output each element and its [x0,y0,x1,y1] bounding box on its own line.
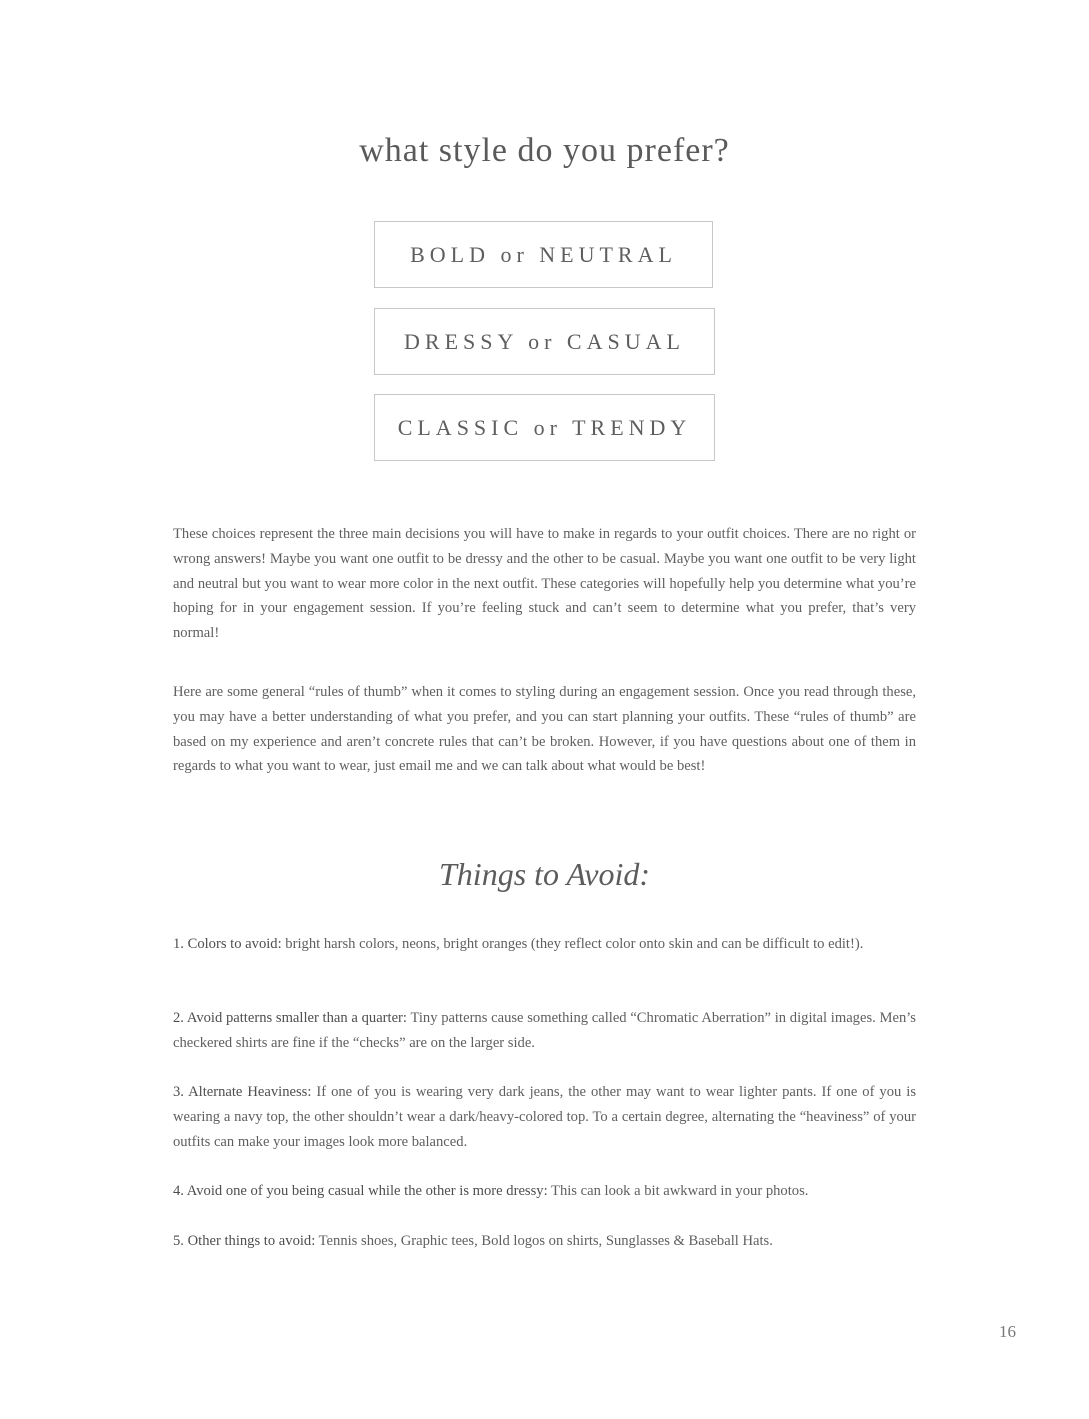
avoid-item-lead: 5. Other things to avoid: [173,1233,316,1249]
rules-of-thumb-paragraph: Here are some general “rules of thumb” when it comes to styling during an engagement session. Once you read through these, you may have a better understanding of what you prefer, and you can start planning your outfits. These “rules of thumb” are based on my experience and aren’t concrete rules that can’t be broken. However, if you have questions about one of them in regards to what you want to wear, just email me and we can talk about what would be best! [173,684,916,775]
avoid-item-lead: 1. Colors to avoid: [173,936,282,952]
avoid-item-other [173,1229,916,1254]
avoid-item-lead: 2. Avoid patterns smaller than a quarter: [173,1010,407,1026]
page-title: what style do you prefer? [359,132,730,169]
choice-bold-or-neutral: BOLD or NEUTRAL [374,221,713,288]
avoid-item-casual-vs-dressy [173,1179,916,1204]
choice-dressy-or-casual: DRESSY or CASUAL [374,308,715,375]
avoid-item-text: If one of you is wearing very dark jeans, the other may want to wear lighter pants. If one of you is wearing a navy top, the other shouldn’t wear a dark/heavy-colored top. To a certain degree, alternating the “heaviness” of your outfits can make your images look more balanced. [173,1084,916,1150]
avoid-item-patterns [173,1006,916,1056]
avoid-item-lead: 4. Avoid one of you being casual while the other is more dressy: [173,1183,548,1199]
avoid-item-text: Tennis shoes, Graphic tees, Bold logos on shirts, Sunglasses & Baseball Hats. [315,1233,773,1249]
avoid-item-heaviness [173,1080,916,1154]
page-number: 16 [999,1322,1016,1341]
avoid-item-colors [173,932,916,957]
avoid-item-lead: 3. Alternate Heaviness: [173,1084,312,1100]
avoid-item-text: This can look a bit awkward in your photos. [547,1183,809,1199]
avoid-item-text: bright harsh colors, neons, bright oranges (they reflect color onto skin and can be difficult to edit!). [281,936,864,952]
avoid-item-text: Tiny patterns cause something called “Chromatic Aberration” in digital images. Men’s checkered shirts are fine if the “checks” are on the larger side. [173,1010,916,1051]
choice-classic-or-trendy: CLASSIC or TRENDY [374,394,715,461]
things-to-avoid-heading: Things to Avoid: [439,856,650,892]
intro-paragraph: These choices represent the three main decisions you will have to make in regards to your outfit choices. There are no right or wrong answers! Maybe you want one outfit to be dressy and the other to be casual. Maybe you want one outfit to be very light and neutral but you want to wear more color in the next outfit. These categories will hopefully help you determine what you’re hoping for in your engagement session. If you’re feeling stuck and can’t seem to determine what you prefer, that’s very normal! [173,526,916,642]
